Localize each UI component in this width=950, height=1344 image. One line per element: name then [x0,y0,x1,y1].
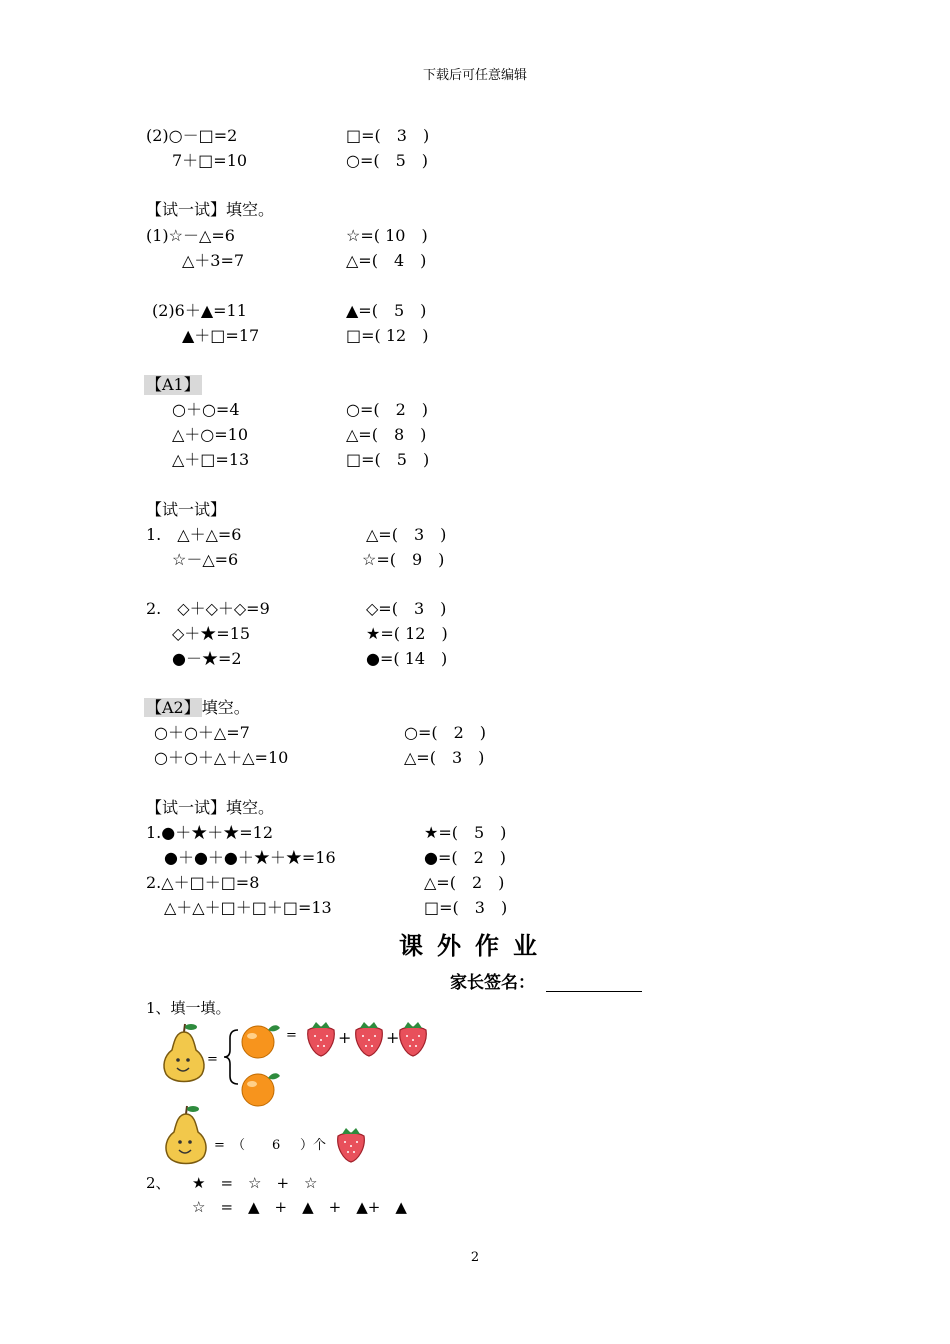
equals-sign: = [207,1052,218,1067]
strawberry-icon [352,1020,386,1058]
strawberry-icon [396,1020,430,1058]
answer: □=( 12 ) [346,326,429,345]
equation: △＋△＋□＋□＋□=13 [164,898,332,917]
strawberry-icon [304,1020,338,1058]
section-label-a2: 【A2】 [146,698,200,717]
equation: (1)☆－△=6 [146,226,235,245]
equation: ○＋○＋△=7 [154,723,250,742]
answer: ★=( 5 ) [424,823,507,842]
answer: △=( 3 ) [366,525,447,544]
plus-sign: + [386,1028,400,1047]
answer: ○=( 5 ) [346,151,429,170]
section-heading: 【试一试】填空。 [146,798,275,817]
parent-signature-line [546,991,642,992]
page-number: 2 [470,1250,480,1265]
equals-sign: = [214,1138,225,1153]
equation: ◇＋★=15 [172,624,251,643]
equation: ▲＋□=17 [182,326,260,345]
answer: ☆=( 10 ) [346,226,428,245]
plus-sign: + [338,1028,352,1047]
parent-signature-label: 家长签名： [450,973,535,993]
answer: ◇=( 3 ) [366,599,447,618]
answer: □=( 5 ) [346,450,430,469]
equation: ●－★=2 [172,649,242,668]
section-heading: 【试一试】 [146,500,227,519]
orange-icon [238,1068,282,1108]
section-label-a1: 【A1】 [146,375,200,394]
answer: △=( 2 ) [424,873,505,892]
equation: 1.●＋★＋★=12 [146,823,273,842]
equation: ☆－△=6 [172,550,239,569]
equation: 7＋□=10 [172,151,248,170]
answer: ●=( 14 ) [366,649,448,668]
equation: 2. ◇＋◇＋◇=9 [146,599,270,618]
strawberry-icon [334,1126,368,1164]
answer: ☆=( 9 ) [362,550,445,569]
answer: ○=( 2 ) [346,400,429,419]
answer: △=( 8 ) [346,425,427,444]
answer-open-paren: （ [232,1138,246,1153]
pear-icon [160,1104,212,1168]
equation: ☆ = ▲ + ▲ + ▲+ ▲ [192,1198,407,1216]
answer: □=( 3 ) [346,126,430,145]
section-heading: 【试一试】填空。 [146,200,275,219]
answer: □=( 3 ) [424,898,508,917]
equation: (2)○－□=2 [146,126,238,145]
answer: ○=( 2 ) [404,723,487,742]
answer: ●=( 2 ) [424,848,507,867]
equation: △＋○=10 [172,425,249,444]
answer-value: 6 [272,1138,281,1153]
answer: ▲=( 5 ) [346,301,427,320]
answer: △=( 3 ) [404,748,485,767]
answer-close-unit: ）个 [300,1138,327,1153]
pear-icon [158,1022,210,1086]
answer: ★=( 12 ) [366,624,448,643]
equation: 2.△＋□＋□=8 [146,873,260,892]
orange-icon [238,1020,282,1060]
section-heading-a2 [144,698,250,718]
page-header: 下载后可任意编辑 [422,68,527,83]
section-label-suffix: 填空。 [201,698,250,717]
equation: ★ = ☆ + ☆ [192,1174,318,1192]
equation: ○＋○＋△＋△=10 [154,748,289,767]
equation: ○＋○=4 [172,400,240,419]
homework-title: 课外作业 [399,932,551,960]
equation: △＋□=13 [172,450,250,469]
equation: △＋3=7 [182,251,245,270]
answer: △=( 4 ) [346,251,427,270]
equation: (2)6＋▲=11 [152,301,247,320]
equation: 1. △＋△=6 [146,525,242,544]
question-1-label: 1、填一填。 [146,999,231,1017]
question-2-label: 2、 [146,1174,171,1192]
equals-sign: = [286,1028,297,1043]
equation: ●＋●＋●＋★＋★=16 [164,848,336,867]
